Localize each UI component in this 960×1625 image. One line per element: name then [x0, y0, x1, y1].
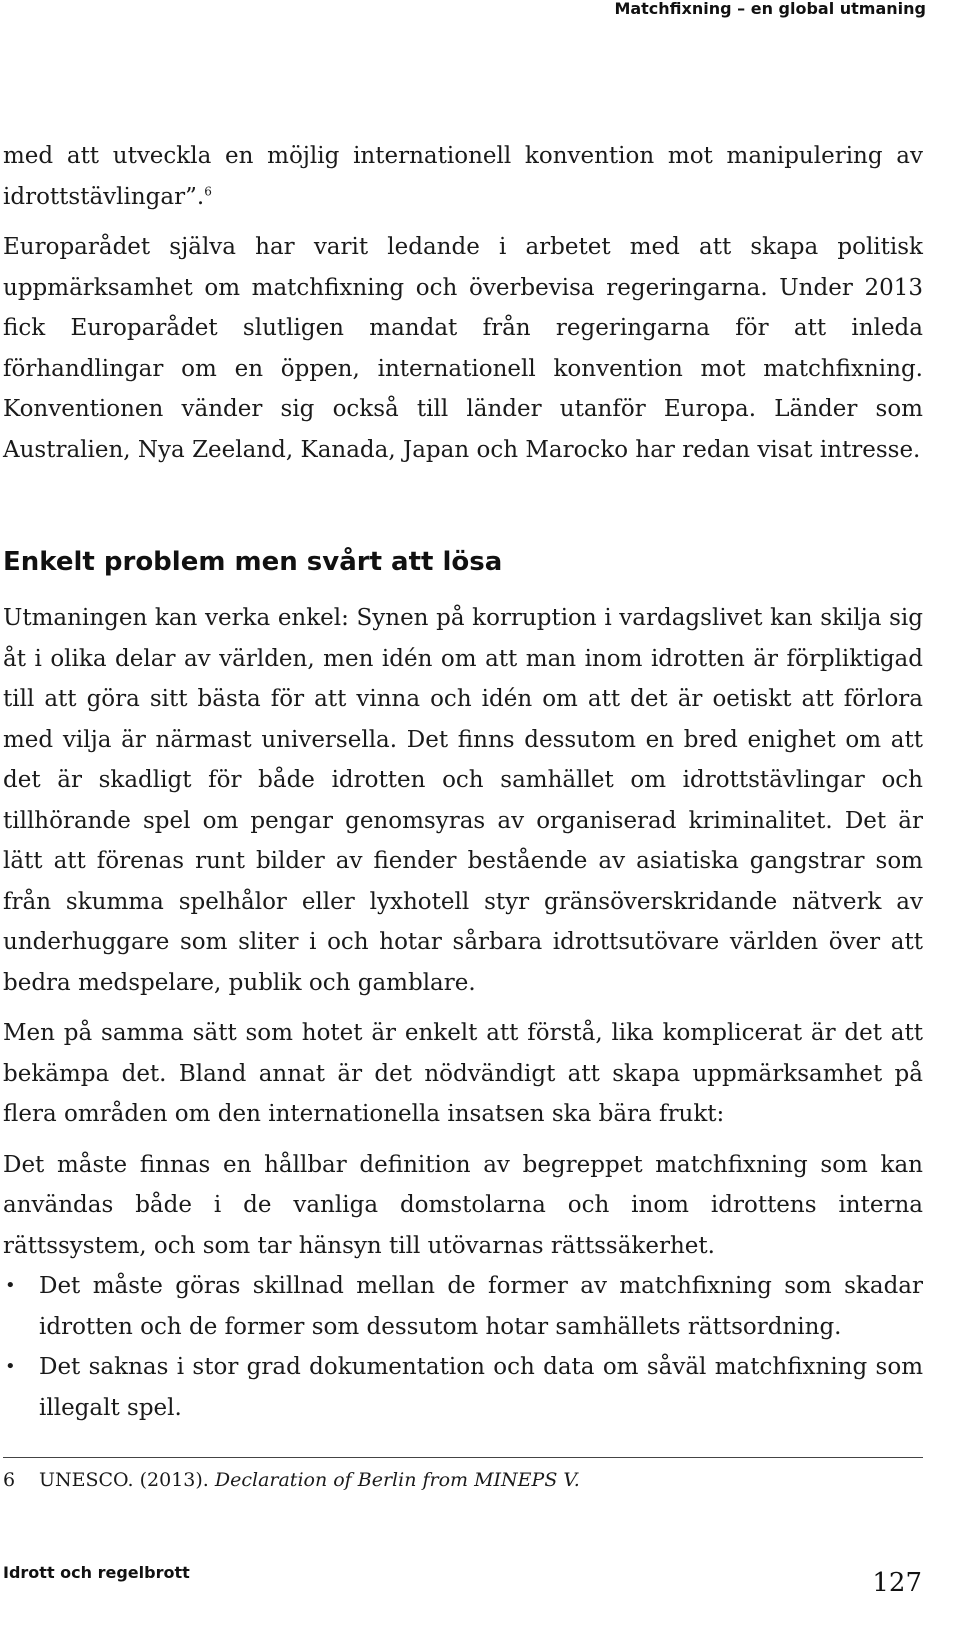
- section-heading: Enkelt problem men svårt att lösa: [3, 547, 503, 577]
- page-body: [3, 136, 923, 1428]
- bullet-icon: •: [5, 1275, 16, 1296]
- paragraph-1: [3, 136, 923, 217]
- running-header: Matchfixning – en global utmaning: [614, 0, 926, 18]
- footnote-title: Declaration of Berlin from MINEPS V.: [214, 1469, 580, 1491]
- footnote: [3, 1466, 923, 1494]
- list-item: [3, 1347, 923, 1428]
- footnote-number: 6: [3, 1469, 16, 1491]
- footnote-divider: [3, 1457, 923, 1458]
- paragraph-1-text: med att utveckla en möjlig internationell konvention mot manipulering av idrottstävlingar”.: [3, 143, 923, 210]
- paragraph-3: Utmaningen kan verka enkel: Synen på korruption i vardagslivet kan skilja sig åt i olika delar av världen, men idén om att man inom idrotten är förpliktigad till att göra sitt bästa för att vinna och idén om att det är oetiskt att förlora med vilja är närmast universella. Det finns dessutom en bred enighet om att det är skadligt för både idrotten och samhället om idrottstävlingar och tillhörande spel om pengar genomsyras av organiserad kriminalitet. Det är lätt att förenas runt bilder av fiender bestående av asiatiska gangstrar som från skumma spelhålor eller lyxhotell styr gränsöverskridande nätverk av underhuggare som sliter i och hotar sårbara idrottsutövare världen över att bedra medspelare, publik och gamblare.: [3, 605, 923, 996]
- paragraph-2: Europarådet själva har varit ledande i arbetet med att skapa politisk uppmärksamhet om matchfixning och överbevisa regeringarna. Under 2013 fick Europarådet slutligen mandat från regeringarna för att inleda förhandlingar om en öppen, internationell konvention mot matchfixning. Konventionen vänder sig också till länder utanför Europa. Länder som Australien, Nya Zeeland, Kanada, Japan och Marocko har redan visat intresse.: [3, 234, 923, 463]
- running-footer: Idrott och regelbrott: [3, 1563, 190, 1582]
- paragraph-4: Men på samma sätt som hotet är enkelt att förstå, lika komplicerat är det att bekämpa det. Bland annat är det nödvändigt att skapa uppmärksamhet på flera områden om den internationella insatsen ska bära frukt:: [3, 1020, 923, 1127]
- list-item-text: Det måste göras skillnad mellan de former av matchfixning som skadar idrotten och de former som dessutom hotar samhällets rättsordning.: [39, 1273, 923, 1340]
- list-item: [3, 1266, 923, 1347]
- page-number: 127: [872, 1568, 922, 1598]
- bullet-icon: •: [5, 1356, 16, 1377]
- bullet-list: [3, 1266, 923, 1428]
- footnote-reference[interactable]: 6: [204, 183, 212, 198]
- footnote-source: UNESCO. (2013).: [39, 1469, 209, 1491]
- paragraph-5: Det måste finnas en hållbar definition av begreppet matchfixning som kan användas både i de vanliga domstolarna och inom idrottens interna rättssystem, och som tar hänsyn till utövarnas rättssäkerhet.: [3, 1151, 923, 1259]
- list-item-text: Det saknas i stor grad dokumentation och data om såväl matchfixning som illegalt spel.: [39, 1354, 923, 1421]
